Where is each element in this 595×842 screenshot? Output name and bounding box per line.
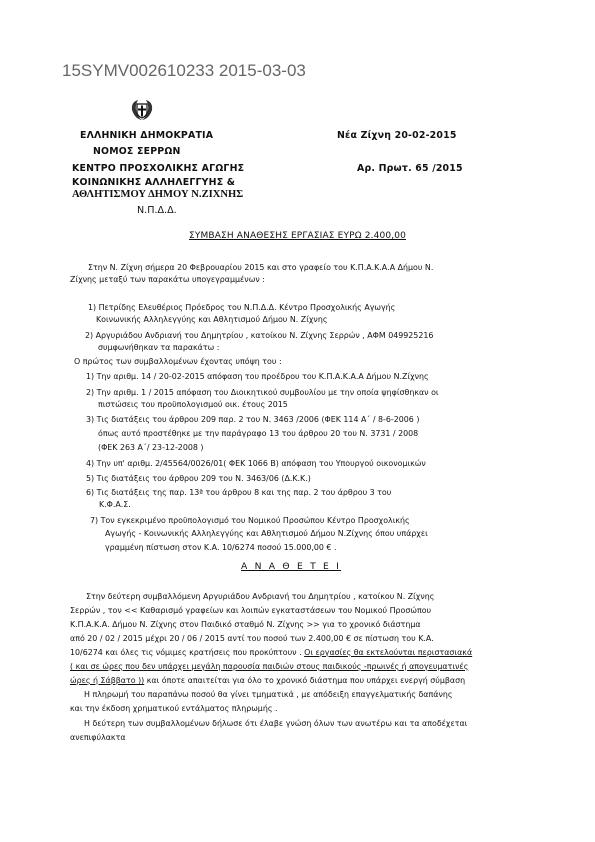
intro-line: Στην Ν. Ζίχνη σήμερα 20 Φεβρουαρίου 2015 και στο γραφείο του Κ.Π.Α.Κ.Α.Α Δήμου Ν. bbox=[88, 263, 434, 272]
considering-line: 4) Την υπ' αριθμ. 2/45564/0026/01( ΦΕΚ 1066 Β) απόφαση του Υπουργού οικονομικών bbox=[86, 459, 426, 468]
body-line: Στην δεύτερη συμβαλλόμενη Αργυριάδου Ανδριανή του Δημητρίου , κατοίκου Ν. Ζίχνης bbox=[86, 592, 435, 601]
body-line: από 20 / 02 / 2015 μέχρι 20 / 06 / 2015 αντί του ποσού των 2.400,00 € σε πίστωση του Κ.Α. bbox=[70, 634, 434, 643]
legal-form-line: Ν.Π.Δ.Δ. bbox=[137, 205, 177, 216]
considering-intro: Ο πρώτος των συμβαλλομένων έχοντας υπόψη του : bbox=[74, 357, 282, 366]
considering-line: 7) Τον εγκεκριμένο προϋπολογισμό του Νομικού Προσώπου Κέντρο Προσχολικής bbox=[90, 516, 410, 525]
place-date: Νέα Ζίχνη 20-02-2015 bbox=[337, 130, 457, 141]
greek-emblem-icon bbox=[129, 97, 155, 123]
body-line: Σερρών , τον << Καθαρισμό γραφείων και λοιπών εγκαταστάσεων του Νομικού Προσώπου bbox=[70, 606, 432, 615]
considering-line: 5) Τις διατάξεις του άρθρου 209 του Ν. 3463/06 (Δ.Κ.Κ.) bbox=[86, 474, 311, 483]
considering-line: 6) Τις διατάξεις της παρ. 13ª του άρθρου 8 και της παρ. 2 του άρθρου 3 του bbox=[86, 488, 392, 497]
underlined-text: ώρες ή Σάββατο )) bbox=[70, 676, 145, 685]
considering-line: Αγωγής - Κοινωνικής Αλληλεγγύης και Αθλητισμού Δήμου Ν.Ζίχνης όπου υπάρχει bbox=[105, 529, 428, 538]
org-name-line: ΕΛΛΗΝΙΚΗ ΔΗΜΟΚΡΑΤΙΑ bbox=[80, 130, 214, 141]
org-name-line: ΚΕΝΤΡΟ ΠΡΟΣΧΟΛΙΚΗΣ ΑΓΩΓΗΣ bbox=[72, 163, 245, 174]
protocol-number: Αρ. Πρωτ. 65 /2015 bbox=[357, 163, 463, 174]
body-line: Κ.Π.Α.Κ.Α. Δήμου Ν. Ζίχνης στον Παιδικό σταθμό Ν. Ζίχνης >> για το χρονικό διάστημα bbox=[70, 620, 421, 629]
body-line: Η πληρωμή του παραπάνω ποσού θα γίνει τμηματικά , με απόδειξη επαγγελματικής δαπάνης bbox=[84, 690, 453, 699]
considering-line: 1) Την αριθμ. 14 / 20-02-2015 απόφαση του προέδρου του Κ.Π.Α.Κ.Α.Α Δήμου Ν.Ζίχνης bbox=[86, 372, 429, 381]
party-line: Κοινωνικής Αλληλεγγύης και Αθλητισμού Δήμου Ν. Ζίχνης bbox=[96, 315, 328, 324]
body-line: Η δεύτερη των συμβαλλομένων δήλωσε ότι έλαβε γνώση όλων των ανωτέρω και τα αποδέχεται bbox=[84, 719, 468, 728]
body-text: και όποτε απαιτείται για όλο το χρονικό διάστημα που υπάρχει ενεργή σύμβαση bbox=[144, 676, 466, 685]
considering-line: γραμμένη πίστωση στον Κ.Α. 10/6274 ποσού 15.000,00 € . bbox=[105, 543, 337, 552]
body-line: και την έκδοση χρηματικού εντάλματος πληρωμής . bbox=[70, 704, 278, 713]
party-line: συμφωνήθηκαν τα παρακάτω : bbox=[98, 343, 220, 352]
body-line bbox=[70, 675, 465, 687]
body-text: 10/6274 και όλες τις νόμιμες κρατήσεις που προκύπτουν . bbox=[70, 648, 305, 657]
body-line: ( και σε ώρες που δεν υπάρχει μεγάλη παρουσία παιδιών στους παιδικούς -πρωινές ή απογευματινές bbox=[70, 662, 469, 671]
intro-line: Ζίχνης μεταξύ των παρακάτω υπογεγραμμένων : bbox=[70, 275, 265, 284]
party-line: 1) Πετρίδης Ελευθέριος Πρόεδρος του Ν.Π.Δ.Δ. Κέντρο Προσχολικής Αγωγής bbox=[88, 303, 396, 312]
considering-line: 3) Τις διατάξεις του άρθρου 209 παρ. 2 του Ν. 3463 /2006 (ΦΕΚ 114 Α΄ / 8-6-2006 ) bbox=[86, 415, 420, 424]
underlined-text: Οι εργασίες θα εκτελούνται περιστασιακά bbox=[304, 648, 473, 657]
considering-line: όπως αυτό προστέθηκε με την παράγραφο 13 του άρθρου 20 του Ν. 3731 / 2008 bbox=[98, 429, 419, 438]
considering-line: πιστώσεις του προϋπολογισμού οικ. έτους 2015 bbox=[98, 400, 288, 409]
prefecture-line: ΝΟΜΟΣ ΣΕΡΡΩΝ bbox=[93, 146, 181, 157]
considering-line: Κ.Φ.Α.Σ. bbox=[99, 500, 131, 509]
org-name-line: ΚΟΙΝΩΝΙΚΗΣ ΑΛΛΗΛΕΓΓΥΗΣ & bbox=[72, 177, 236, 188]
section-heading: Α Ν Α Θ Ε Τ Ε Ι bbox=[241, 561, 342, 572]
considering-line: (ΦΕΚ 263 Α΄/ 23-12-2008 ) bbox=[98, 443, 204, 452]
contract-title: ΣΥΜΒΑΣΗ ΑΝΑΘΕΣΗΣ ΕΡΓΑΣΙΑΣ ΕΥΡΩ 2.400,00 bbox=[189, 231, 407, 241]
body-line bbox=[70, 647, 472, 659]
body-line: ανεπιφύλακτα bbox=[70, 733, 126, 742]
document-id-watermark: 15SYMV002610233 2015-03-03 bbox=[62, 61, 306, 80]
org-name-line: ΑΘΛΗΤΙΣΜΟΥ ΔΗΜΟΥ Ν.ΖΙΧΝΗΣ bbox=[72, 189, 244, 200]
party-line: 2) Αργυριάδου Ανδριανή του Δημητρίου , κατοίκου Ν. Ζίχνης Σερρών , ΑΦΜ 049925216 bbox=[85, 331, 434, 340]
considering-line: 2) Την αριθμ. 1 / 2015 απόφαση του Διοικητικού συμβουλίου με την οποία ψηφίσθηκαν οι bbox=[86, 388, 439, 397]
